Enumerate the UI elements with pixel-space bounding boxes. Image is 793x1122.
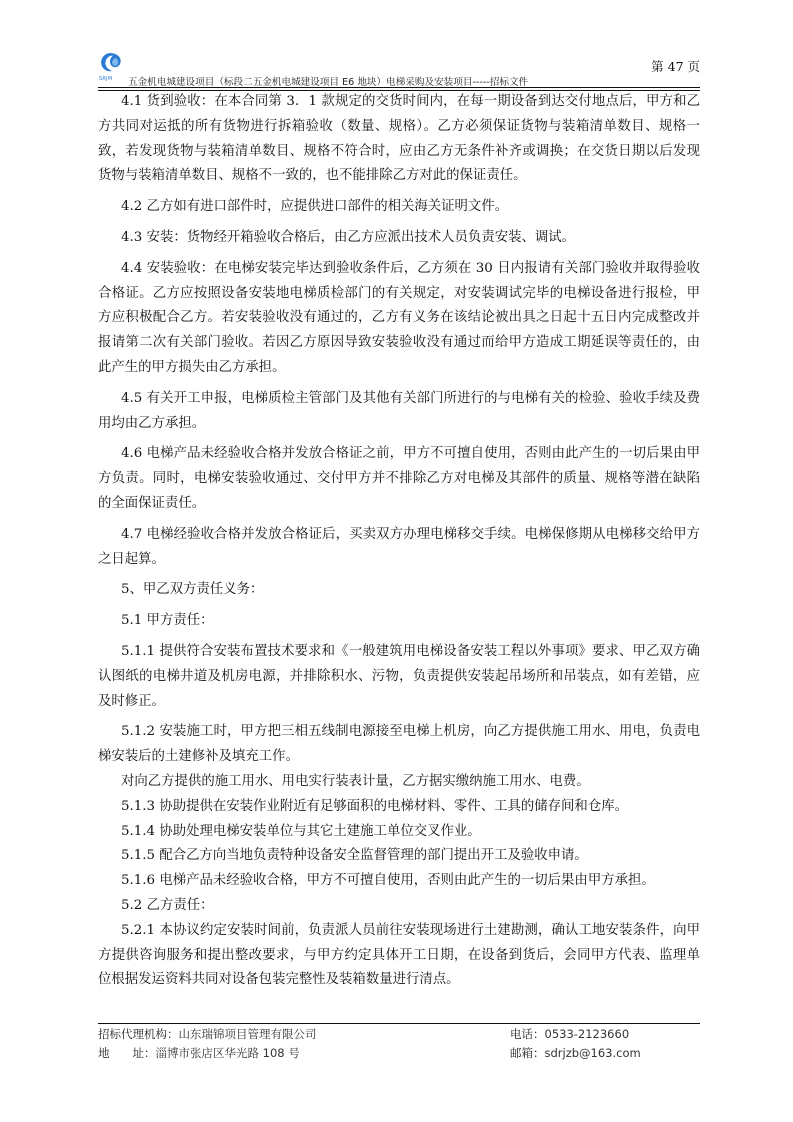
document-body [98,90,700,993]
phone-value: 0533-2123660 [544,1027,630,1041]
footer-row [98,1025,700,1044]
paragraph: 4.4 安装验收：在电梯安装完毕达到验收条件后，乙方须在 30 日内报请有关部门验收并取得验收合格证。乙方应按照设备安装地电梯质检部门的有关规定，对安装调试完毕的电梯设备进行报检，甲方应积极配合乙方。若安装验收没有通过的，乙方有义务在该结论被出具之日起十五日内完成整改并报请第二次有关部门验收。若因乙方原因导致安装验收没有通过而给甲方造成工期延误等责任的，由此产生的甲方损失由乙方承担。 [98,260,700,375]
phone-info [510,1025,629,1044]
paragraph: 4.1 货到验收：在本合同第 3．1 款规定的交货时间内，在每一期设备到达交付地点后，甲方和乙方共同对运抵的所有货物进行拆箱验收（数量、规格）。乙方必须保证货物与装箱清单数目、规格一致，若发现货物与装箱清单数目、规格不符合时，应由乙方无条件补齐或调换；在交货日期以后发现货物与装箱清单数目、规格不一致的，也不能排除乙方对此的保证责任。 [98,94,700,184]
address-value: 淄博市张店区华光路 108 号 [155,1046,300,1060]
paragraph: 4.3 安装：货物经开箱验收合格后，由乙方应派出技术人员负责安装、调试。 [121,229,576,245]
address-info [98,1044,300,1063]
email-value: sdrjzb@163.com [544,1046,641,1060]
paragraph: 5.1.6 电梯产品未经验收合格，甲方不可擅自使用，否则由此产生的一切后果由甲方承担。 [121,873,655,889]
document-title: 五金机电城建设项目（标段二五金机电城建设项目 E6 地块）电梯采购及安装项目-----招标文件 [128,77,529,88]
footer-row [98,1044,700,1063]
page-header [98,48,700,88]
paragraph: 5.1.3 协助提供在安装作业附近有足够面积的电梯材料、零件、工具的储存间和仓库。 [121,798,628,814]
paragraph: 5.1.1 提供符合安装布置技术要求和《一般建筑用电梯设备安装工程以外事项》要求、甲乙双方确认图纸的电梯井道及机房电源，并排除积水、污物，负责提供安装起吊场所和吊装点，如有差错，应及时修正。 [98,643,700,709]
paragraph: 4.5 有关开工申报，电梯质检主管部门及其他有关部门所进行的与电梯有关的检验、验收手续及费用均由乙方承担。 [98,390,700,431]
agency-label: 招标代理机构： [98,1027,179,1041]
address-label: 地 址： [98,1046,156,1060]
agency-info [98,1025,317,1044]
paragraph: 对向乙方提供的施工用水、用电实行装表计量，乙方据实缴纳施工用水、电费。 [121,773,590,789]
paragraph: 5.2.1 本协议约定安装时间前，负责派人员前往安装现场进行土建勘测，确认工地安装条件，向甲方提供咨询服务和提出整改要求，与甲方约定具体开工日期，在设备到货后，会同甲方代表、监理单位根据发运资料共同对设备包装完整性及装箱数量进行清点。 [98,922,700,988]
paragraph: 4.6 电梯产品未经验收合格并发放合格证之前，甲方不可擅自使用，否则由此产生的一切后果由甲方负责。同时，电梯安装验收通过、交付甲方并不排除乙方对电梯及其部件的质量、规格等潜在缺陷的全面保证责任。 [98,446,700,511]
subsection-heading: 5.1 甲方责任： [121,613,214,629]
paragraph: 5.1.2 安装施工时，甲方把三相五线制电源接至电梯上机房，向乙方提供施工用水、用电，负责电梯安装后的土建修补及填充工作。 [98,724,700,765]
footer-rule [98,1023,700,1024]
paragraph: 5.1.5 配合乙方向当地负责特种设备安全监督管理的部门提出开工及验收申请。 [121,848,588,864]
email-label: 邮箱： [510,1046,545,1060]
section-heading: 5、甲乙双方责任义务： [121,582,264,598]
paragraph: 4.2 乙方如有进口部件时，应提供进口部件的相关海关证明文件。 [121,199,509,215]
paragraph: 5.1.4 协助处理电梯安装单位与其它土建施工单位交叉作业。 [121,823,481,839]
email-info [510,1044,641,1063]
phone-label: 电话： [510,1027,545,1041]
agency-value: 山东瑞锦项目管理有限公司 [178,1027,317,1041]
page-number: 第 47 页 [651,59,700,74]
paragraph: 4.7 电梯经验收合格并发放合格证后，买卖双方办理电梯移交手续。电梯保修期从电梯移交给甲方之日起算。 [98,526,700,567]
logo-caption: SRJM [99,76,113,82]
subsection-heading: 5.2 乙方责任： [121,897,214,913]
page-footer [98,1025,700,1063]
